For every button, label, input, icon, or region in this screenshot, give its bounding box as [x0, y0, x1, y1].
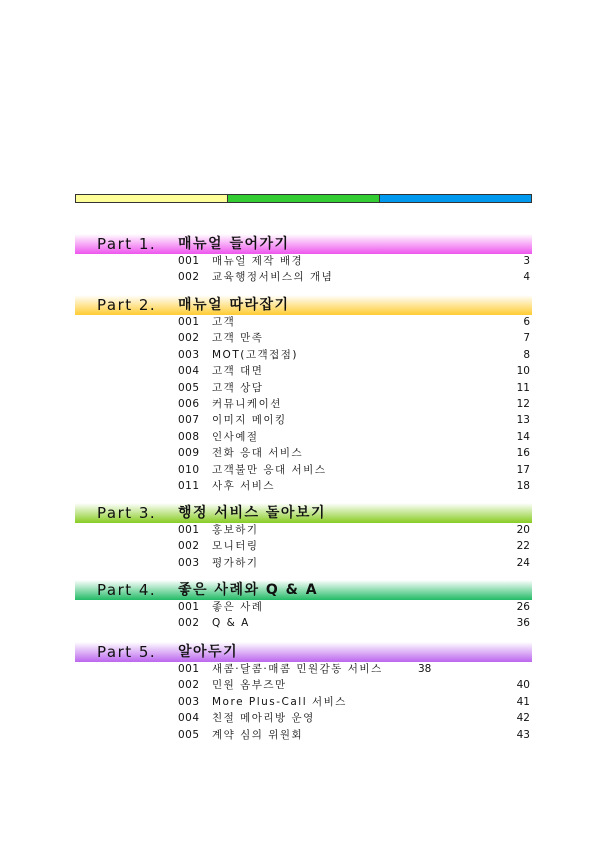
- part-label: Part 3.: [97, 504, 157, 522]
- entry-title: 민원 옴부즈만: [212, 679, 287, 692]
- entry-title: 고객: [212, 316, 236, 328]
- entry-number: 001: [178, 524, 200, 536]
- toc-entry[interactable]: [178, 380, 530, 396]
- toc-entry[interactable]: [178, 445, 530, 461]
- entry-title: Q & A: [212, 617, 250, 630]
- entry-page-number: 40: [516, 679, 530, 692]
- entry-number: 004: [178, 712, 200, 725]
- entry-number: 001: [178, 663, 200, 675]
- entry-page-number: 43: [516, 728, 530, 741]
- entry-title: 홍보하기: [212, 524, 259, 536]
- toc-entry[interactable]: [178, 314, 530, 330]
- entry-page-number: 24: [516, 556, 530, 569]
- entry-number: 008: [178, 430, 200, 443]
- entry-number: 010: [178, 463, 200, 476]
- color-bar-yellow: [76, 195, 227, 202]
- color-bar-blue: [379, 195, 531, 202]
- part-title: 행정 서비스 돌아보기: [178, 505, 326, 521]
- entry-title: 고객 상담: [212, 381, 264, 394]
- part-label: Part 1.: [97, 235, 157, 253]
- entry-number: 005: [178, 381, 200, 394]
- entry-title: 고객불만 응대 서비스: [212, 463, 327, 476]
- toc-entry[interactable]: [178, 330, 530, 346]
- entry-page-number: 13: [516, 414, 530, 427]
- entry-number: 009: [178, 447, 200, 460]
- toc-entry[interactable]: [178, 599, 530, 615]
- toc-entry[interactable]: [178, 727, 530, 743]
- entry-page-number: 22: [516, 540, 530, 553]
- entry-page-number: 38: [418, 663, 432, 675]
- entry-number: 002: [178, 271, 200, 284]
- entry-number: 002: [178, 332, 200, 345]
- entry-number: 003: [178, 348, 200, 361]
- entry-number: 002: [178, 540, 200, 553]
- entry-number: 001: [178, 316, 200, 328]
- part-header[interactable]: [75, 503, 532, 523]
- entry-page-number: 3: [523, 255, 530, 267]
- toc-entry[interactable]: [178, 363, 530, 379]
- entry-number: 003: [178, 695, 200, 708]
- part-title: 매뉴얼 들어가기: [178, 236, 290, 252]
- toc-entry[interactable]: [178, 429, 530, 445]
- entry-page-number: 41: [516, 695, 530, 708]
- entry-page-number: 17: [516, 463, 530, 476]
- entry-title: 이미지 메이킹: [212, 414, 287, 427]
- entry-title: 평가하기: [212, 556, 259, 569]
- entry-page-number: 18: [516, 480, 530, 492]
- toc-entry[interactable]: [178, 253, 530, 269]
- entry-page-number: 4: [523, 271, 530, 284]
- toc-entry[interactable]: [178, 615, 530, 631]
- entry-number: 005: [178, 728, 200, 741]
- part-header[interactable]: [75, 295, 532, 315]
- toc-entry[interactable]: [178, 522, 530, 538]
- entry-page-number: 42: [516, 712, 530, 725]
- entry-title: 새콤·달콤·매콤 민원감동 서비스: [212, 663, 383, 675]
- part-label: Part 2.: [97, 296, 157, 314]
- color-bar-green: [227, 195, 379, 202]
- toc-entry[interactable]: [178, 694, 530, 710]
- toc-entry[interactable]: [178, 661, 530, 677]
- entry-title: 고객 대면: [212, 365, 264, 378]
- entry-page-number: 16: [516, 447, 530, 460]
- entry-title: 교육행정서비스의 개념: [212, 271, 334, 284]
- entry-page-number: 12: [516, 398, 530, 410]
- toc-entry[interactable]: [178, 478, 530, 494]
- toc-entry[interactable]: [178, 710, 530, 726]
- entry-page-number: 20: [516, 524, 530, 536]
- entry-title: More Plus-Call 서비스: [212, 695, 347, 708]
- toc-entry[interactable]: [178, 538, 530, 554]
- entry-page-number: 11: [516, 381, 530, 394]
- toc-entry[interactable]: [178, 677, 530, 693]
- entry-title: 매뉴얼 제작 배경: [212, 255, 304, 267]
- color-bar: [75, 194, 532, 203]
- entry-title: 고객 만족: [212, 332, 264, 345]
- entry-number: 002: [178, 617, 200, 630]
- part-header[interactable]: [75, 234, 532, 254]
- entry-page-number: 14: [516, 430, 530, 443]
- part-header[interactable]: [75, 580, 532, 600]
- part-label: Part 4.: [97, 581, 157, 599]
- toc-entry[interactable]: [178, 269, 530, 285]
- entry-page-number: 8: [523, 348, 530, 361]
- entry-number: 004: [178, 365, 200, 378]
- entry-page-number: 7: [523, 332, 530, 345]
- entry-title: 전화 응대 서비스: [212, 447, 304, 460]
- toc-entry[interactable]: [178, 555, 530, 571]
- part-header[interactable]: [75, 642, 532, 662]
- entry-number: 001: [178, 601, 200, 613]
- entry-number: 002: [178, 679, 200, 692]
- entry-page-number: 10: [516, 365, 530, 378]
- entry-number: 011: [178, 480, 200, 492]
- entry-number: 003: [178, 556, 200, 569]
- entry-title: 커뮤니케이션: [212, 398, 282, 410]
- entry-title: 좋은 사례: [212, 601, 264, 613]
- entry-page-number: 36: [516, 617, 530, 630]
- part-title: 알아두기: [178, 644, 239, 660]
- entry-title: 인사예절: [212, 430, 259, 443]
- entry-page-number: 26: [516, 601, 530, 613]
- entry-title: 사후 서비스: [212, 480, 276, 492]
- part-title: 좋은 사례와 Q & A: [178, 582, 319, 598]
- entry-title: 친절 메아리방 운영: [212, 712, 315, 725]
- toc-entry[interactable]: [178, 396, 530, 412]
- entry-title: 모니터링: [212, 540, 259, 553]
- entry-title: 계약 심의 위원회: [212, 728, 304, 741]
- entry-number: 007: [178, 414, 200, 427]
- part-label: Part 5.: [97, 643, 157, 661]
- toc-entry[interactable]: [178, 462, 530, 478]
- entry-page-number: 6: [523, 316, 530, 328]
- toc-entry[interactable]: [178, 347, 530, 363]
- toc-entry[interactable]: [178, 412, 530, 428]
- part-title: 매뉴얼 따라잡기: [178, 297, 290, 313]
- entry-title: MOT(고객접점): [212, 348, 299, 361]
- entry-number: 006: [178, 398, 200, 410]
- entry-number: 001: [178, 255, 200, 267]
